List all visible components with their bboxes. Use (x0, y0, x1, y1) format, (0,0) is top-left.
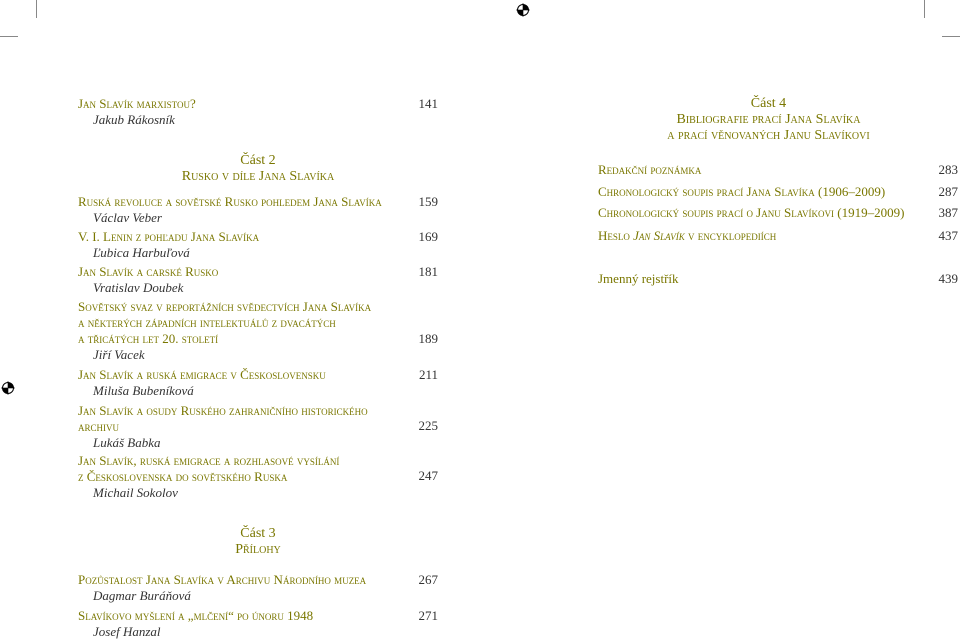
toc-entry-title-line: a třicátých let 20. století (78, 331, 219, 346)
toc-entry (598, 228, 918, 244)
toc-entry (78, 299, 408, 363)
toc-entry-title: Pozůstalost Jana Slavíka v Archivu Národního muzea (78, 572, 367, 587)
toc-entry-page: 387 (938, 205, 958, 220)
toc-entry-page: 211 (418, 367, 438, 382)
toc-entry-page: 437 (938, 228, 958, 243)
part-4-title-line: Bibliografie prací Jana Slavíka (676, 112, 861, 127)
toc-entry-title-line: Sovětský svaz v reportážních svědectvích Jana Slavíka (78, 299, 372, 314)
toc-entry-title: Slavíkovo myšlení a „mlčení“ po únoru 1948 (78, 608, 314, 623)
registration-mark-left-icon (1, 381, 15, 395)
part-2-title: Rusko v díle Jana Slavíka (181, 169, 335, 184)
toc-entry-title: Jan Slavík a ruská emigrace v Československu (78, 367, 326, 382)
part-4-title-line: a prací věnovaných Janu Slavíkovi (667, 128, 870, 143)
toc-entry-author: Jakub Rákosník (93, 112, 175, 127)
toc-entry-page: 169 (418, 229, 438, 244)
toc-entry-title: Ruská revoluce a sovětské Rusko pohledem Jana Slavíka (78, 194, 382, 209)
toc-entry-title: Chronologický soupis prací o Janu Slavíkovi (1919–2009) (598, 205, 905, 220)
toc-entry (78, 264, 408, 296)
toc-entry-author: Vratislav Doubek (93, 280, 184, 295)
crop-mark-top-right (924, 0, 925, 18)
part-4-number: Část 4 (750, 96, 787, 111)
toc-entry-page: 271 (418, 608, 438, 623)
toc-entry (598, 184, 918, 200)
toc-entry-page: 247 (418, 468, 438, 483)
toc-entry (598, 271, 918, 287)
toc-entry-title-line: a některých západních intelektuálů z dvacátých (78, 315, 336, 330)
toc-entry-title: Redakční poznámka (598, 162, 702, 177)
part-2-number: Část 2 (240, 153, 276, 168)
toc-entry-author: Lukáš Babka (93, 435, 161, 450)
toc-entry-page: 283 (938, 162, 958, 177)
part-3-heading (78, 526, 438, 558)
toc-entry (78, 229, 408, 261)
toc-entry (78, 194, 423, 226)
part-2-heading (78, 153, 438, 185)
toc-entry-author: Ľubica Harbuľová (93, 245, 190, 260)
toc-entry-title-line: Jan Slavík a osudy Ruského zahraničního historického (78, 403, 368, 418)
toc-entry-author: Michail Sokolov (93, 485, 178, 500)
toc-entry (598, 205, 918, 221)
crop-mark-top-left (36, 0, 37, 18)
toc-entry (78, 96, 408, 128)
toc-entry-title-em: Jan Slavík (633, 228, 685, 243)
toc-entry-page: 267 (418, 572, 438, 587)
toc-entry (78, 608, 408, 640)
toc-entry-author: Josef Hanzal (93, 624, 161, 639)
toc-entry-title: Jan Slavík marxistou? (78, 96, 196, 111)
toc-entry-page: 141 (418, 96, 438, 111)
toc-entry-title: V. I. Lenin z pohľadu Jana Slavíka (78, 229, 260, 244)
toc-entry-title-line: archivu (78, 419, 120, 434)
toc-entry-title: Jan Slavík a carské Rusko (78, 264, 219, 279)
toc-entry-title-post: v encyklopediích (684, 228, 777, 243)
crop-mark-top-right-h (942, 36, 960, 37)
part-3-number: Část 3 (240, 526, 276, 541)
toc-entry (78, 572, 413, 604)
toc-entry-title-line: z Československa do sovětského Ruska (78, 469, 288, 484)
toc-entry-page: 439 (938, 271, 958, 286)
toc-entry-title (598, 228, 918, 244)
toc-entry-page: 287 (938, 184, 958, 199)
toc-entry-page: 189 (418, 331, 438, 346)
toc-entry-page: 181 (418, 264, 438, 279)
registration-mark-top-icon (516, 3, 530, 17)
toc-entry-author: Václav Veber (93, 210, 162, 225)
toc-entry-author: Miluša Bubeníková (93, 383, 194, 398)
crop-mark-top-left-h (0, 36, 18, 37)
toc-entry (78, 367, 408, 399)
toc-entry-author: Dagmar Buráňová (93, 588, 191, 603)
part-3-title: Přílohy (235, 542, 281, 557)
toc-entry-page: 225 (418, 418, 438, 433)
toc-entry-title-pre: Heslo (598, 228, 634, 243)
toc-entry (598, 162, 918, 178)
toc-entry-title: Jmenný rejstřík (598, 271, 679, 286)
toc-entry (78, 453, 408, 501)
toc-entry-title: Chronologický soupis prací Jana Slavíka (1906–2009) (598, 184, 886, 199)
toc-entry-title-line: Jan Slavík, ruská emigrace a rozhlasové vysílání (78, 453, 340, 468)
toc-entry-author: Jiří Vacek (93, 347, 145, 362)
toc-entry-page: 159 (418, 194, 438, 209)
part-4-heading (596, 96, 941, 144)
toc-entry (78, 403, 408, 451)
